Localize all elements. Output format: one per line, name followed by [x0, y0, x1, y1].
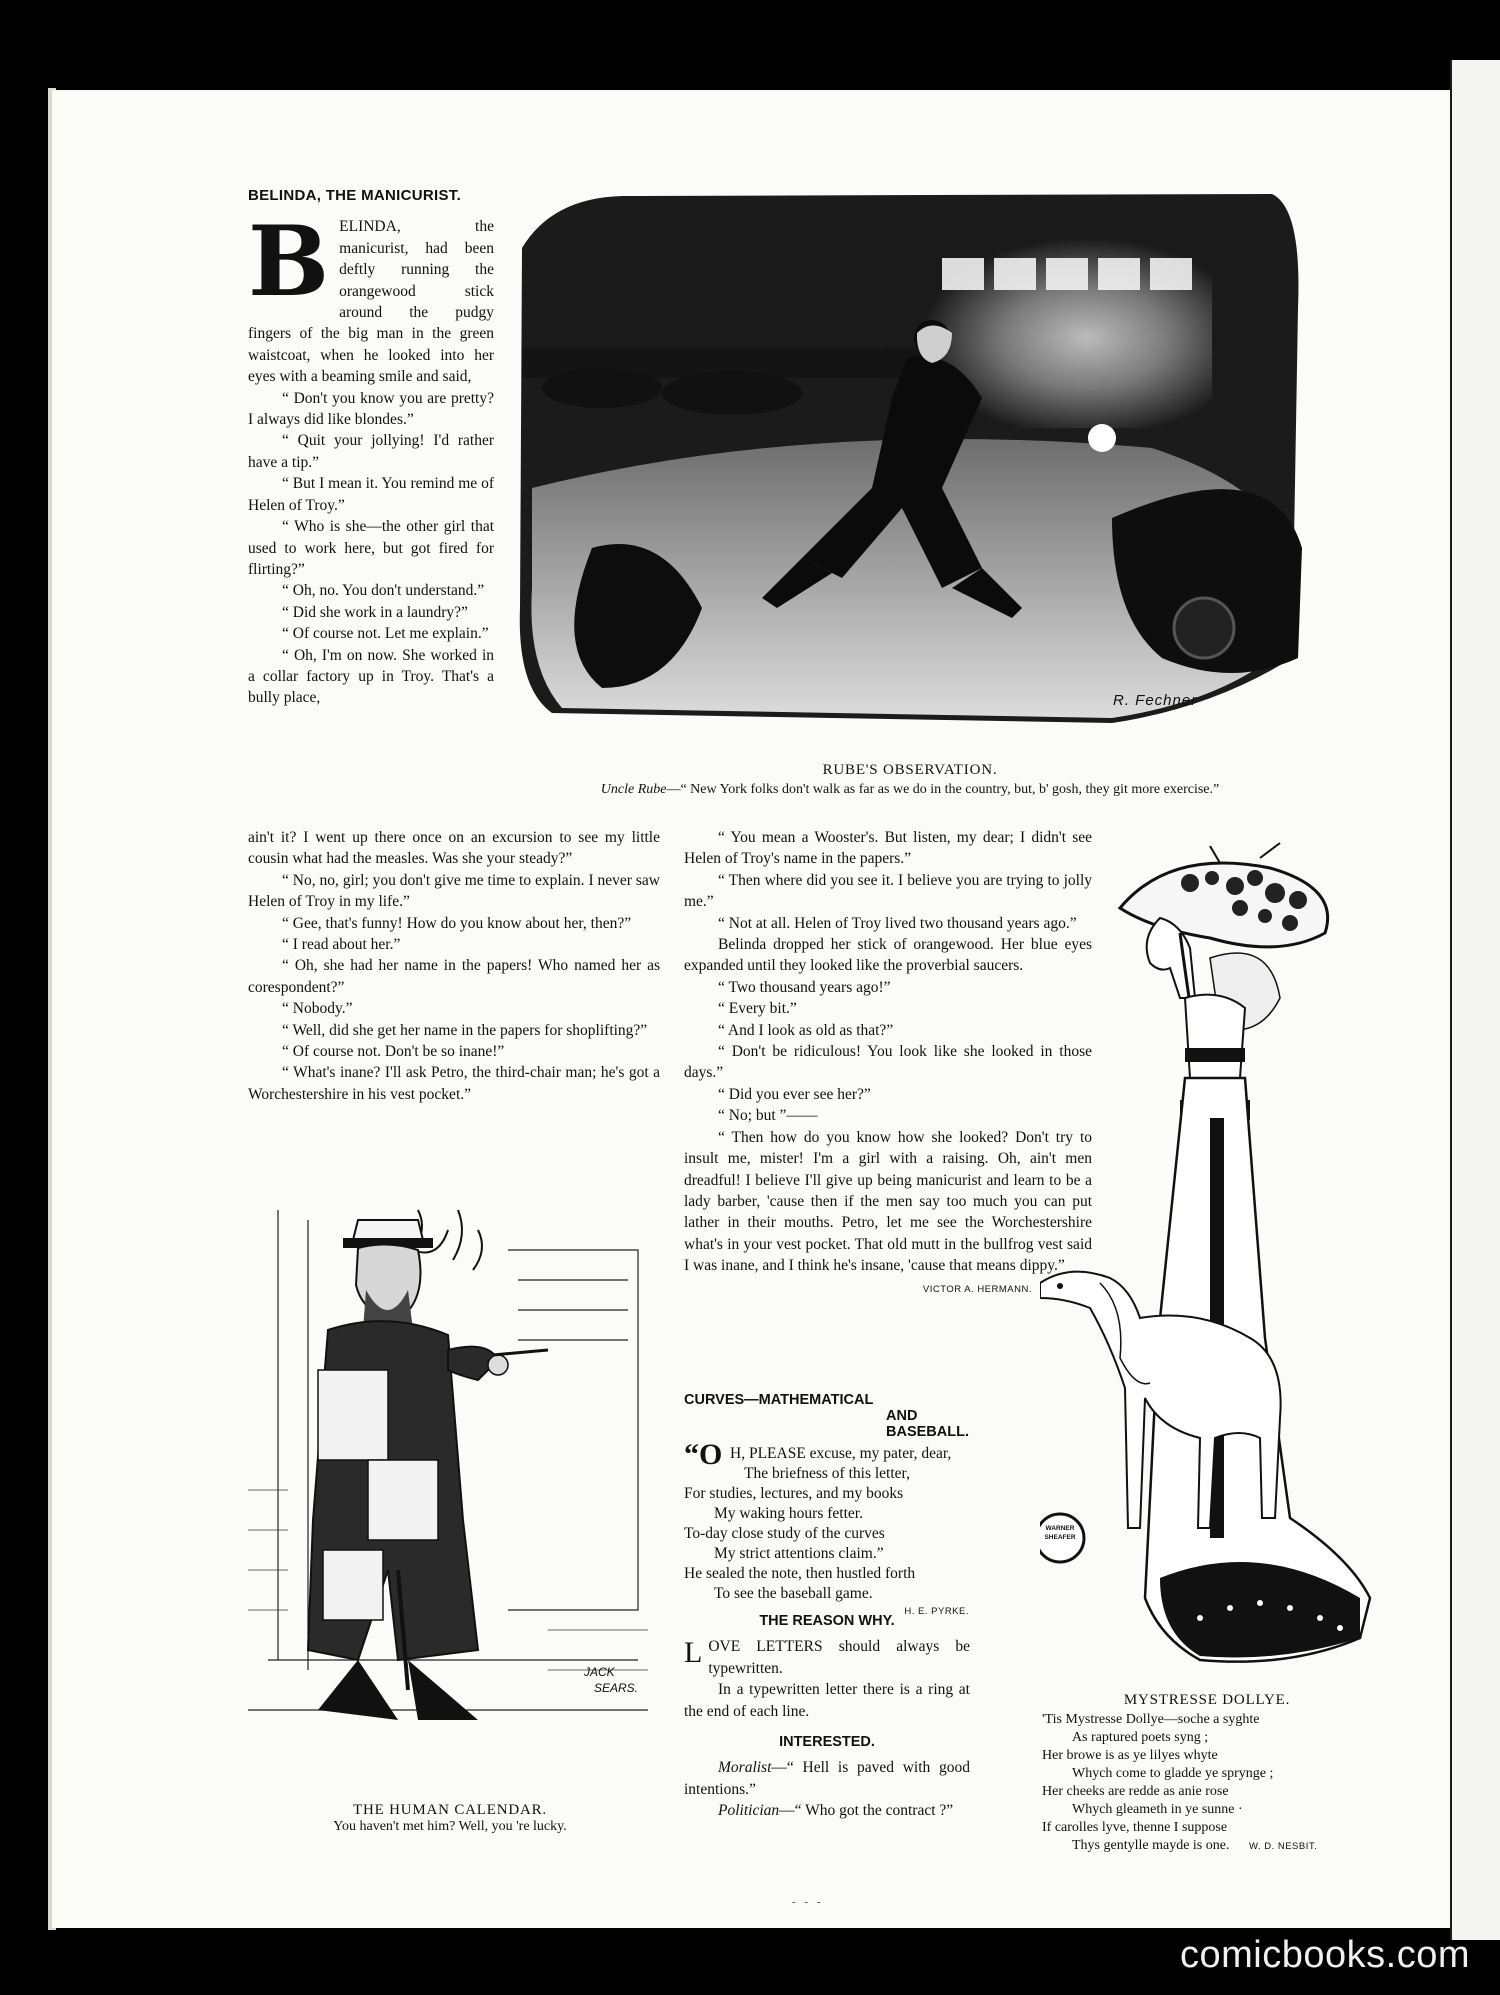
poem-line: Whych come to gladde ye sprynge ; — [1072, 1766, 1274, 1781]
calendar-caption-line: You haven't met him? Well, you 're lucky. — [333, 1819, 567, 1834]
belinda-para: “ Not at all. Helen of Troy lived two thousand years ago.” — [718, 914, 1077, 932]
belinda-para: “ Of course not. Let me explain.” — [282, 625, 489, 643]
poem-line: He sealed the note, then hustled forth — [684, 1565, 916, 1582]
dollye-poem — [1042, 1692, 1372, 1856]
watermark: comicbooks.com — [1180, 1934, 1470, 1976]
belinda-para: Belinda dropped her stick of orangewood. Her blue eyes expanded until they looked like the proverbial saucers. — [684, 936, 1092, 975]
interested-speaker-1: Moralist — [718, 1759, 772, 1777]
belinda-para: “ Quit your jollying! I'd rather have a tip.” — [248, 432, 494, 471]
curves-dropcap: “O — [684, 1438, 723, 1471]
belinda-para: “ Oh, I'm on now. She worked in a collar factory up in Troy. That's a bully place, — [248, 646, 494, 707]
page-footer-mark: - - - — [792, 1896, 824, 1908]
rube-quote-text: —“ New York folks don't walk as far as we do in the country, but, b' gosh, they git more exercise.” — [666, 782, 1220, 797]
belinda-para: ain't it? I went up there once on an excursion to see my little cousin what had the measles. Was she your steady?” — [248, 829, 660, 868]
belinda-para: “ Did you ever see her?” — [718, 1085, 871, 1103]
curves-author: H. E. PYRKE. — [904, 1606, 969, 1617]
belinda-column-top — [248, 185, 494, 709]
dollye-artist-stamp — [1044, 1524, 1076, 1542]
belinda-opening-text: ELINDA, the manicurist, had been deftly running the orangewood stick around the pudgy fingers of the big man in the green waistcoat, when he looked into her eyes with a beaming smile and said, — [248, 218, 494, 386]
reason-why — [684, 1611, 970, 1722]
rube-illustration — [512, 188, 1304, 728]
poem-line: 'Tis Mystresse Dollye—soche a syghte — [1042, 1712, 1260, 1727]
poem-line: H, PLEASE excuse, my pater, dear, — [730, 1445, 952, 1462]
belinda-para: “ Who is she—the other girl that used to work here, but got fired for flirting?” — [248, 518, 494, 578]
interested — [684, 1732, 970, 1822]
rube-caption — [510, 762, 1310, 798]
calendar-signature-line: JACK — [584, 1665, 615, 1679]
belinda-para: “ I read about her.” — [282, 936, 401, 954]
reason-para-2: In a typewritten letter there is a ring at the end of each line. — [684, 1681, 970, 1720]
belinda-para: “ You mean a Wooster's. But listen, my dear; I didn't see Helen of Troy's name in the papers.” — [684, 829, 1092, 868]
interested-line-2 — [684, 1800, 970, 1821]
interested-line-1 — [684, 1757, 970, 1800]
poem-line: To see the baseball game. — [714, 1585, 873, 1602]
belinda-title: BELINDA, THE MANICURIST. — [248, 187, 462, 204]
poem-line: My strict attentions claim.” — [714, 1545, 884, 1562]
dollye-illustration — [1040, 838, 1390, 1700]
curves-title-1: CURVES—MATHEMATICAL — [684, 1392, 874, 1408]
belinda-para: “ No; but ”—— — [718, 1107, 818, 1125]
poem-line: If carolles lyve, thenne I suppose — [1042, 1820, 1228, 1835]
belinda-para: “ Two thousand years ago!” — [718, 978, 891, 996]
dollye-author: W. D. NESBIT. — [1248, 1841, 1318, 1852]
dollye-stamp-line: WARNER — [1045, 1525, 1075, 1532]
poem-line: Her browe is as ye lilyes whyte — [1042, 1748, 1218, 1763]
poem-line: My waking hours fetter. — [714, 1505, 863, 1522]
belinda-para: “ And I look as old as that?” — [718, 1021, 894, 1039]
calendar-signature — [584, 1664, 638, 1696]
dollye-stamp-line: SHEAFER — [1044, 1534, 1076, 1541]
curves-title-2: AND BASEBALL. — [886, 1408, 969, 1440]
poem-line: To-day close study of the curves — [684, 1525, 885, 1542]
belinda-para: “ Nobody.” — [282, 1000, 353, 1018]
belinda-para: “ Gee, that's funny! How do you know about her, then?” — [282, 914, 632, 932]
belinda-para: “ Every bit.” — [718, 1000, 797, 1018]
belinda-author: VICTOR A. HERMANN. — [922, 1283, 1032, 1295]
belinda-para: “ Oh, she had her name in the papers! Who named her as corespondent?” — [248, 957, 660, 996]
interested-text-2: —“ Who got the contract ?” — [779, 1802, 954, 1820]
rube-signature: R. Fechner — [1113, 692, 1198, 709]
belinda-para: “ Did she work in a laundry?” — [282, 603, 468, 621]
poem-line — [1042, 1837, 1372, 1856]
poem-line: For studies, lectures, and my books — [684, 1485, 904, 1502]
belinda-dropcap: B — [248, 205, 330, 319]
dollye-title: MYSTRESSE DOLLYE. — [1123, 1692, 1291, 1708]
poem-line-text: Thys gentylle mayde is one. — [1072, 1838, 1230, 1853]
interested-speaker-2: Politician — [718, 1802, 780, 1820]
belinda-para: “ But I mean it. You remind me of Helen of Troy.” — [248, 475, 494, 514]
calendar-caption — [250, 1802, 650, 1835]
reason-dropcap: L — [684, 1636, 703, 1670]
rube-caption-title: RUBE'S OBSERVATION. — [822, 762, 998, 778]
belinda-opening — [248, 205, 494, 387]
belinda-para: “ Then how do you know how she looked? Don't try to insult me, mister! I'm a girl with a raising. Oh, ain't men dreadful! I believe I'll give up being manicurist and learn to be a lady barber, 'cause then if the men say too much you can put lather in their mouths. Petro, let me see the Worchestershire what's in your vest pocket. That old mutt in the bullfrog vest said I was inane, and I think he's insane, 'cause that means dippy.” — [684, 1128, 1092, 1275]
belinda-para: “ Of course not. Don't be so inane!” — [282, 1043, 505, 1061]
poem-line: Her cheeks are redde as anie rose — [1042, 1784, 1229, 1799]
calendar-caption-title: THE HUMAN CALENDAR. — [353, 1802, 547, 1818]
belinda-para: “ Well, did she get her name in the papers for shoplifting?” — [282, 1021, 648, 1039]
rube-speaker: Uncle Rube — [600, 782, 667, 797]
belinda-para: “ Then where did you see it. I believe you are trying to jolly me.” — [684, 871, 1092, 911]
interested-title: INTERESTED. — [779, 1734, 875, 1750]
rube-caption-quote — [510, 782, 1310, 798]
belinda-para: “ No, no, girl; you don't give me time to explain. I never saw Helen of Troy in my life.” — [248, 871, 660, 911]
belinda-column-bottom-left — [248, 827, 660, 1105]
next-page-edge — [1452, 60, 1500, 1940]
calendar-signature-line: SEARS. — [594, 1681, 639, 1695]
reason-text-1: OVE LETTERS should always be typewritten. — [708, 1638, 970, 1677]
poem-line: As raptured poets syng ; — [1072, 1730, 1209, 1745]
poem-line: Whych gleameth in ye sunne · — [1072, 1802, 1243, 1817]
curves-poem — [684, 1392, 984, 1617]
interested-text-1: —“ Hell is paved with good intentions.” — [684, 1759, 970, 1798]
belinda-para: “ Don't be ridiculous! You look like she looked in those days.” — [684, 1043, 1092, 1082]
belinda-column-middle — [684, 827, 1092, 1300]
reason-title: THE REASON WHY. — [759, 1613, 895, 1629]
belinda-para: “ Don't you know you are pretty? I always did like blondes.” — [248, 389, 494, 429]
poem-line: The briefness of this letter, — [744, 1465, 910, 1482]
belinda-para: “ Oh, no. You don't understand.” — [282, 582, 485, 600]
belinda-para: “ What's inane? I'll ask Petro, the third-chair man; he's got a Worchestershire in his vest pocket.” — [248, 1064, 660, 1103]
reason-para-1 — [684, 1636, 970, 1679]
